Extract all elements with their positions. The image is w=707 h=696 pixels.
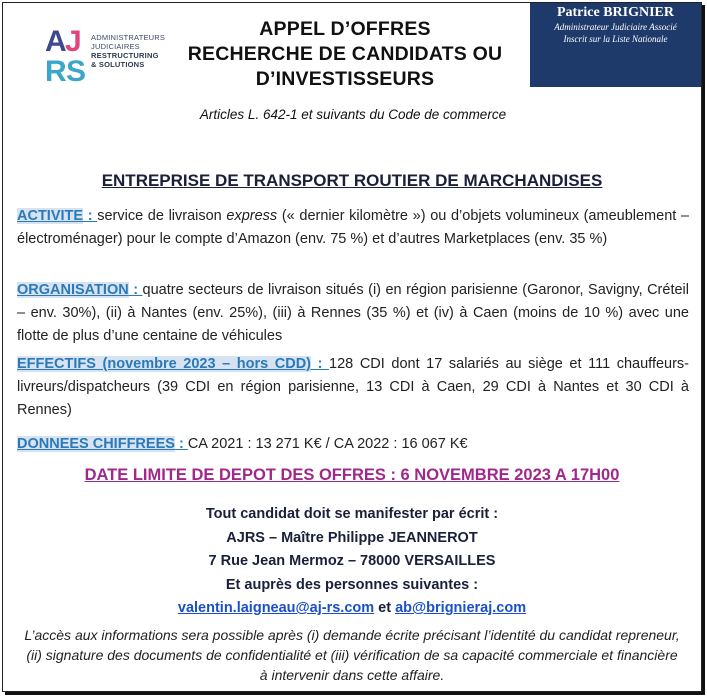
- ajrs-logo-mark: [45, 25, 87, 85]
- contact-line-1: Tout candidat doit se manifester par écrit :: [205, 506, 499, 522]
- contact-line-2: AJRS – Maître Philippe JEANNEROT: [226, 529, 478, 546]
- activite-text-1: service de livraison: [97, 208, 227, 224]
- administrator-badge: [530, 3, 701, 87]
- donnees-paragraph: [17, 433, 689, 456]
- svg-text:A: A: [45, 25, 67, 58]
- logo-line-3: RESTRUCTURING: [91, 51, 159, 60]
- effectifs-text: 128 CDI dont 17 salariés au siège et 111 chauffeurs-livreurs/dispatcheurs (39 CDI en région parisienne, 13 CDI à Caen, 29 CDI à Nantes et 30 CDI à Rennes): [17, 356, 690, 418]
- effectifs-label: EFFECTIFS (novembre 2023 – hors CDD): [17, 356, 312, 372]
- badge-name: Patrice BRIGNIER: [556, 5, 675, 20]
- activite-label: ACTIVITE: [17, 208, 84, 224]
- donnees-label: DONNEES CHIFFREES: [17, 436, 175, 452]
- activite-em: express: [226, 208, 278, 224]
- deadline-text: DATE LIMITE DE DEPOT DES OFFRES : 6 NOVEMBRE 2023 A 17H00: [84, 466, 620, 484]
- organisation-text: quatre secteurs de livraison situés (i) en région parisienne (Garonor, Savigny, Créteil – env. 30%), (ii) à Nantes (env. 25%), (iii) à Rennes (35 %) et (iv) à Caen (moins de 10 %) avec une flotte de plus d’une centaine de véhicules: [17, 282, 689, 344]
- email-and: et: [374, 600, 396, 616]
- section-heading: ENTREPRISE DE TRANSPORT ROUTIER DE MARCHANDISES: [101, 171, 603, 190]
- page-title: [175, 17, 515, 92]
- access-note: L’accès aux informations sera possible après (i) demande écrite précisant l’identité du candidat repreneur, (ii) signature des documents de confidentialité et (iii) vérification de sa capacité commerciale et financière à intervenir dans cette affaire.: [24, 627, 680, 683]
- contact-block: [3, 503, 701, 621]
- contact-line-3: 7 Rue Jean Mermoz – 78000 VERSAILLES: [208, 553, 496, 569]
- deadline-banner: [3, 466, 701, 485]
- organisation-paragraph: [17, 279, 689, 348]
- email-link-brignier[interactable]: ab@brignieraj.com: [395, 600, 527, 616]
- logo-line-2: JUDICIAIRES: [91, 42, 140, 51]
- effectifs-paragraph: [17, 353, 689, 422]
- badge-line-1: Administrateur Judiciaire Associé: [554, 22, 677, 32]
- activite-sep: :: [83, 208, 98, 224]
- activite-paragraph: [17, 205, 689, 251]
- title-line-3: D’INVESTISSEURS: [255, 68, 435, 90]
- ajrs-logo: [45, 25, 175, 85]
- donnees-sep: :: [174, 436, 188, 452]
- effectifs-sep: :: [311, 356, 330, 372]
- organisation-label: ORGANISATION: [17, 282, 129, 298]
- contact-line-4: Et auprès des personnes suivantes :: [225, 576, 479, 593]
- title-line-2: RECHERCHE DE CANDIDATS OU: [187, 43, 503, 65]
- activite-text-2: (« dernier kilomètre ») ou d’objets volumineux (ameublement – électroménager) pour le compte d’Amazon (env. 75 %) et d’autres Marketplaces (env. 35 %): [17, 208, 690, 247]
- svg-text:R: R: [45, 55, 67, 85]
- legal-reference: Articles L. 642-1 et suivants du Code de commerce: [199, 107, 507, 122]
- organisation-sep: :: [128, 282, 143, 298]
- email-link-ajrs[interactable]: valentin.laigneau@aj-rs.com: [177, 600, 375, 616]
- donnees-text: CA 2021 : 13 271 K€ / CA 2022 : 16 067 K€: [187, 436, 468, 452]
- document-frame: [2, 2, 702, 692]
- logo-text: [91, 33, 165, 69]
- badge-line-2: Inscrit sur la Liste Nationale: [563, 34, 668, 44]
- svg-text:S: S: [66, 55, 87, 85]
- logo-line-4: & SOLUTIONS: [91, 60, 145, 69]
- title-line-1: APPEL D’OFFRES: [259, 18, 431, 40]
- contact-emails: [3, 597, 701, 621]
- svg-text:J: J: [65, 25, 82, 58]
- logo-line-1: ADMINISTRATEURS: [91, 33, 166, 42]
